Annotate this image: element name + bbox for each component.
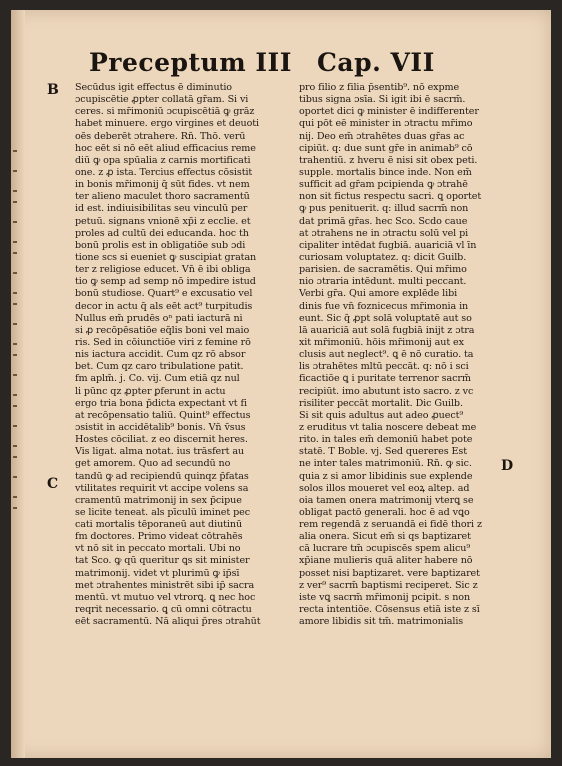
text-line: fm doctores. Primo videat cōtrahēs <box>75 531 243 543</box>
text-line: ter alieno maculet thoro sacramentū <box>75 191 250 203</box>
book-page <box>11 10 551 758</box>
running-head-title: Preceptum III <box>89 48 292 77</box>
text-line: curiosam voluptatez. q: dicit Guilb. <box>299 251 467 263</box>
edge-mark <box>13 323 17 325</box>
text-line: cā lucrare tm̄ ɔcupiscēs spem alicu⁹ <box>299 543 471 555</box>
margin-letter-c: C <box>47 476 59 492</box>
text-line: Nullus em̄ prudēs oⁿ pati iacturā ni <box>75 312 243 324</box>
edge-mark <box>13 476 17 478</box>
text-line: in bonis mr̄imonij q̄ sūt fides. vt nem <box>75 179 250 191</box>
text-line: tat Sco. ꝙ qū queritur ꝗs sit minister <box>75 555 250 567</box>
text-line: qui pōt eē minister in ɔtractu mr̄imo <box>299 118 473 130</box>
text-line: nio ɔtraria intēdunt. multi peccant. <box>299 276 467 288</box>
edge-mark <box>13 292 17 294</box>
text-line: li pūnc qz ꝓpter ꝑferunt in actu <box>75 385 226 397</box>
text-line: alia onera. Sicut em̄ si qs baptizaret <box>299 531 471 543</box>
text-line: vtilitates requirit vt accipe volens sa <box>75 482 249 494</box>
text-line: rem regendā z seruandā ei fidē thori z <box>299 519 482 531</box>
edge-mark <box>13 221 17 223</box>
text-line: obligat pactō generali. hoc ē ad vꝗo <box>299 506 470 518</box>
edge-mark <box>13 405 17 407</box>
text-line: nis iactura accidit. Cum qz rō absor <box>75 349 246 361</box>
edge-mark <box>13 150 17 152</box>
text-line: at recōpensatio taliū. Quint⁹ effectus <box>75 409 251 421</box>
text-line: z eruditus vt talia noscere debeat me <box>299 421 477 433</box>
text-line: parisien. de sacramētis. Qui mr̄imo <box>299 264 467 276</box>
edge-mark <box>13 445 17 447</box>
text-line: ter z religiose educet. Vn̄ ē ibi obliga <box>75 264 251 276</box>
text-line: se licite teneat. als pīculū iminet pec <box>75 506 250 518</box>
text-line: bonū prolis est in obligatiōe sub ɔdi <box>75 239 246 251</box>
text-line: iste vꝗ sacrm̄ mr̄imonij pcipit. s non <box>299 591 471 603</box>
text-line: sufficit ad gr̄am pcipienda ꝙ ɔtrahē <box>299 179 468 191</box>
edge-mark <box>13 425 17 427</box>
margin-letter-b: B <box>47 82 59 98</box>
text-line: mentū. vt mutuo vel vtrorꝗ. ꝗ nec hoc <box>75 591 256 603</box>
text-line: tione scs si eueniet ꝙ suscipiat gratan <box>75 251 257 263</box>
text-line: risiliter peccāt mortalit. Dic Guilb. <box>299 397 463 409</box>
text-line: dinis fue vn̄ foznicecus mr̄imonia in <box>299 300 469 312</box>
text-line: z ver⁹ sacrm̄ baptismi reciperet. Sic z <box>299 579 478 591</box>
text-line: recta intentiōe. Cōsensus etiā iste z sī <box>299 604 480 616</box>
text-line: eunt. Sic q̄ ꝓpt solā voluptatē aut so <box>299 312 472 324</box>
text-line: ris. Sed in cōiunctiōe viri z femine rō <box>75 336 251 348</box>
text-line: xp̄iane mulieris quā aliter habere nō <box>299 555 473 567</box>
text-line: si ꝓ recōpēsatiōe eq̄lis boni vel maio <box>75 324 250 336</box>
edge-mark <box>13 190 17 192</box>
text-line: dat primā gr̄as. hec Sco. Scdo caue <box>299 215 468 227</box>
edge-mark <box>13 303 17 305</box>
running-head <box>11 48 551 78</box>
text-line: Hostes cōciliat. z eo discernit heres. <box>75 434 248 446</box>
edge-mark <box>13 252 17 254</box>
text-line: rito. in tales em̄ demoniū habet pote <box>299 434 473 446</box>
text-line: supple. mortalis bince inde. Non em̄ <box>299 166 472 178</box>
text-line: ne inter tales matrimoniū. Rn̄. ꝙ sic. <box>299 458 472 470</box>
text-line: tandū ꝙ ad recipiendū quinqz p̄fatas <box>75 470 249 482</box>
text-line: oia tamen onera matrimonij vterꝗ se <box>299 494 474 506</box>
text-line: habet minuere. ergo virgines et deuoti <box>75 118 260 130</box>
edge-mark <box>13 343 17 345</box>
text-line: ergo tria bona p̄dicta expectanṫ vt fi <box>75 397 247 409</box>
text-line: Secūdus igit effectus ē diminutio <box>75 82 232 93</box>
text-line: lis ɔtrahētes mltū peccāt. q: nō i sci <box>299 361 469 373</box>
text-line: fm aplm̄. j. Co. vij. Cum etiā qz nul <box>75 373 240 385</box>
text-line: cramentū matrimonij in sex p̄cipue <box>75 494 242 506</box>
text-line: id est. indiuisibilitas seu vinculū per <box>75 203 248 215</box>
text-line: at ɔtrahens ne in ɔtractu solū vel pi <box>299 227 469 239</box>
margin-letter-d: D <box>501 458 514 474</box>
edge-mark <box>13 496 17 498</box>
text-line: Si sit quis adultus aut adeo ꝓuect⁹ <box>299 409 464 421</box>
text-line: posset nisi baptizaret. vere baptizaret <box>299 567 480 579</box>
text-line: ꝙ pus penituerit. q: illud sacrm̄ non <box>299 203 469 215</box>
text-line: Verbi gr̄a. Qui amore explēde libi <box>299 288 458 300</box>
right-text-column <box>299 82 499 628</box>
text-line: lā auariciā aut solā fugbiā inijt z ɔtra <box>299 324 475 336</box>
text-line: ceres. si mr̄imoniū ɔcupiscētiā ꝙ grāz <box>75 106 255 118</box>
text-line: statē. T Boble. vj. Sed quereres Est <box>299 446 468 458</box>
text-line: solos illos moueret vel eoꝝ altep. ad <box>299 482 470 494</box>
text-line: diū ꝙ opa spūalia z carnis mortificati <box>75 154 251 166</box>
edge-mark <box>13 456 17 458</box>
edge-mark <box>13 394 17 396</box>
text-line: matrimonij. videt vt plurimū ꝙ ip̄sī <box>75 567 240 579</box>
text-line: clusis aut neglect⁹. ꝗ ē nō curatio. ta <box>299 349 474 361</box>
running-head-chapter: Cap. VII <box>317 48 435 77</box>
text-line: quia z si amor libidinis sue explende <box>299 470 473 482</box>
text-line: met ɔtrahentes ministrēt sibi ip̄ sacra <box>75 579 255 591</box>
text-line: cipaliter intēdat fugbiā. auariciā vl īn <box>299 239 477 251</box>
edge-mark <box>13 170 17 172</box>
text-line: oēs deberēt ɔtrahere. Rn̄. Thō. verū <box>75 130 246 142</box>
text-line: non sit fictus respectu sacri. ꝗ oportet <box>299 191 482 203</box>
edge-mark <box>13 374 17 376</box>
text-line: tio ꝙ semp ad semp nō impedire istud <box>75 276 256 288</box>
edge-marks <box>13 150 19 530</box>
text-line: decor in actu q̄ als eēt act⁹ turpitudis <box>75 300 253 312</box>
text-line: petuū. signans vnionē xp̄i z ecclie. et <box>75 215 251 227</box>
text-line: tibus signa ɔsīa. Si igit ibi ē sacrm̄. <box>299 94 466 106</box>
text-line: trahentiū. z h̄veru ē nisi sit obex peti. <box>299 154 478 166</box>
text-line: bet. Cum qz caro tribulatione patit. <box>75 361 244 373</box>
text-line: ɔsistit in accidētalib⁹ bonis. Vn̄ v̄sus <box>75 421 246 433</box>
text-line: bonū studiose. Quart⁹ e excusatio vel <box>75 288 253 300</box>
text-line: ficactiōe ꝗ i puritate terrenor sacrm̄ <box>299 373 471 385</box>
edge-mark <box>13 507 17 509</box>
text-line: amore libidis sit tm̄. matrimonialis <box>299 616 464 628</box>
text-line: hoc eēt si nō eēt aliud efficacius reme <box>75 142 256 154</box>
text-line: proles ad cultū dei educanda. hoc th̄ <box>75 227 249 239</box>
text-line: oportet dici ꝙ minister ē indifferenter <box>299 106 479 118</box>
text-line: nij. Deo em̄ ɔtrahētes duas gr̄as ac <box>299 130 465 142</box>
text-line: one. z ꝓ ista. Tercius effectus cōsistit <box>75 166 253 178</box>
edge-mark <box>13 241 17 243</box>
text-line: vt nō sit in peccato mortali. Ubi no <box>75 543 241 555</box>
text-line: ɔcupiscētie ꝓpter collatā gr̄am. Si vi <box>75 94 249 106</box>
text-line: eēt sacramentū. Nā aliqui p̄res ɔtrahūt <box>75 616 261 628</box>
edge-mark <box>13 272 17 274</box>
edge-mark <box>13 354 17 356</box>
text-line: recipiūt. imo abutunt isto sacro. z vc <box>299 385 474 397</box>
text-line: cipiūt. q: due sunt gr̄e in animab⁹ cō <box>299 142 473 154</box>
left-text-column <box>75 82 270 628</box>
text-line: xit mr̄imoniū. hōis mr̄imonij aut ex <box>299 336 464 348</box>
text-line: reqrit necessario. ꝗ cū omni cōtractu <box>75 604 252 616</box>
text-line: Vis ligat. alma notat. ius trāsfert au <box>75 446 245 458</box>
text-line: cati mortalis tēporaneū aut diutinū <box>75 519 243 531</box>
text-line: get amorem. Quo ad secundū no <box>75 458 231 470</box>
text-line: pro filio z filia p̄sentib⁹. nō expme <box>299 82 460 93</box>
edge-mark <box>13 201 17 203</box>
